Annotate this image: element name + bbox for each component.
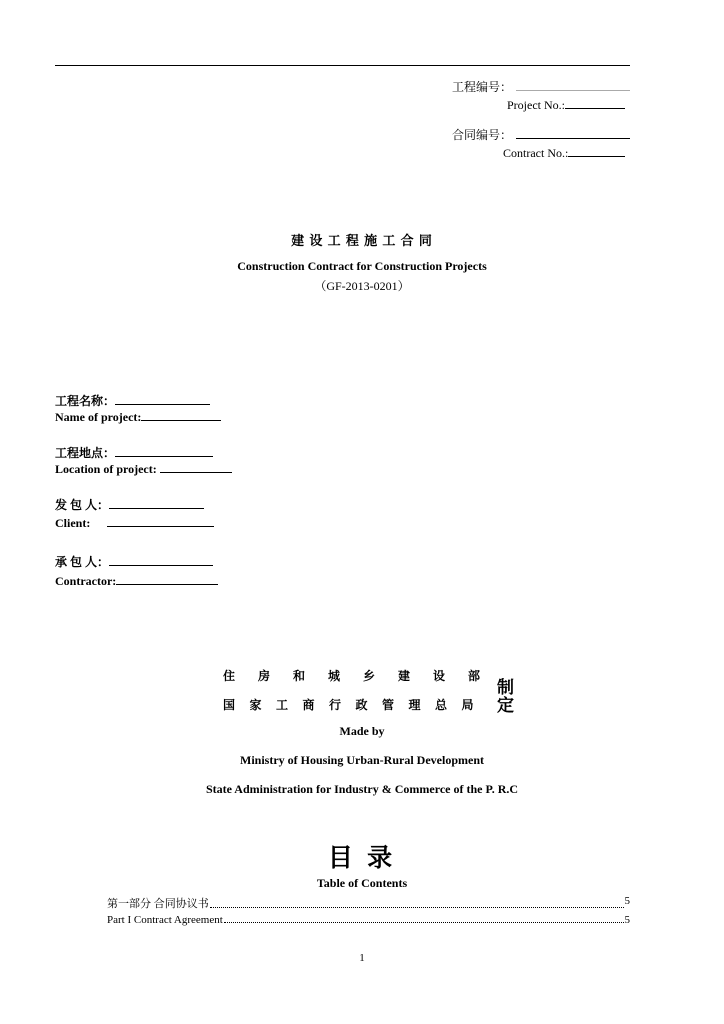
location-en-blank[interactable] xyxy=(160,461,232,473)
toc-leader xyxy=(210,895,624,908)
ministry: Ministry of Housing Urban-Rural Development xyxy=(240,753,484,767)
project-name-en-blank[interactable] xyxy=(141,409,221,421)
toc-entry[interactable]: Part I Contract Agreement 5 xyxy=(107,914,630,926)
project-no-en-blank[interactable] xyxy=(565,97,625,109)
toc-entry[interactable]: 第一部分 合同协议书 5 xyxy=(107,895,630,910)
client-en-blank[interactable] xyxy=(107,515,214,527)
contractor-en: Contractor: xyxy=(55,573,218,589)
client-cn-blank[interactable] xyxy=(109,497,204,509)
client-en: Client: xyxy=(55,515,214,531)
contract-no-en: Contract No.: xyxy=(503,145,625,161)
project-name-cn: 工程名称： xyxy=(55,392,210,409)
contractor-en-blank[interactable] xyxy=(116,573,218,585)
project-no-en: Project No.: xyxy=(507,97,625,113)
contractor-cn-blank[interactable] xyxy=(109,554,213,566)
made-cn: 制 定 xyxy=(497,678,514,715)
form-code: （GF-2013-0201） xyxy=(314,279,410,293)
top-rule xyxy=(55,65,630,66)
contract-no-cn-blank[interactable] xyxy=(516,127,630,139)
issuer-row-2: 国 家 工 商 行 政 管 理 总 局 xyxy=(223,698,474,712)
page-number: 1 xyxy=(359,952,365,964)
saic: State Administration for Industry & Commerce of the P. R.C xyxy=(205,782,519,796)
issuer-row-1: 住 房 和 城 乡 建 设 部 xyxy=(223,669,481,683)
location-en: Location of project: xyxy=(55,461,232,477)
title-cn: 建 设 工 程 施 工 合 同 xyxy=(291,233,433,248)
project-no-cn: 工程编号： xyxy=(452,78,630,95)
toc-leader xyxy=(224,914,624,923)
project-no-cn-blank[interactable] xyxy=(516,79,630,91)
made-by: Made by xyxy=(339,724,385,738)
location-cn-blank[interactable] xyxy=(115,445,213,457)
title-en: Construction Contract for Construction Projects xyxy=(237,259,487,273)
project-name-en: Name of project: xyxy=(55,409,221,425)
toc-title-cn: 目 录 xyxy=(327,845,397,872)
toc-title-en: Table of Contents xyxy=(316,876,408,890)
project-name-cn-blank[interactable] xyxy=(115,393,210,405)
contractor-cn: 承 包 人： xyxy=(55,553,213,570)
client-cn: 发 包 人： xyxy=(55,496,204,513)
location-cn: 工程地点： xyxy=(55,444,213,461)
contract-no-cn: 合同编号： xyxy=(452,126,630,143)
contract-no-en-blank[interactable] xyxy=(568,145,625,157)
